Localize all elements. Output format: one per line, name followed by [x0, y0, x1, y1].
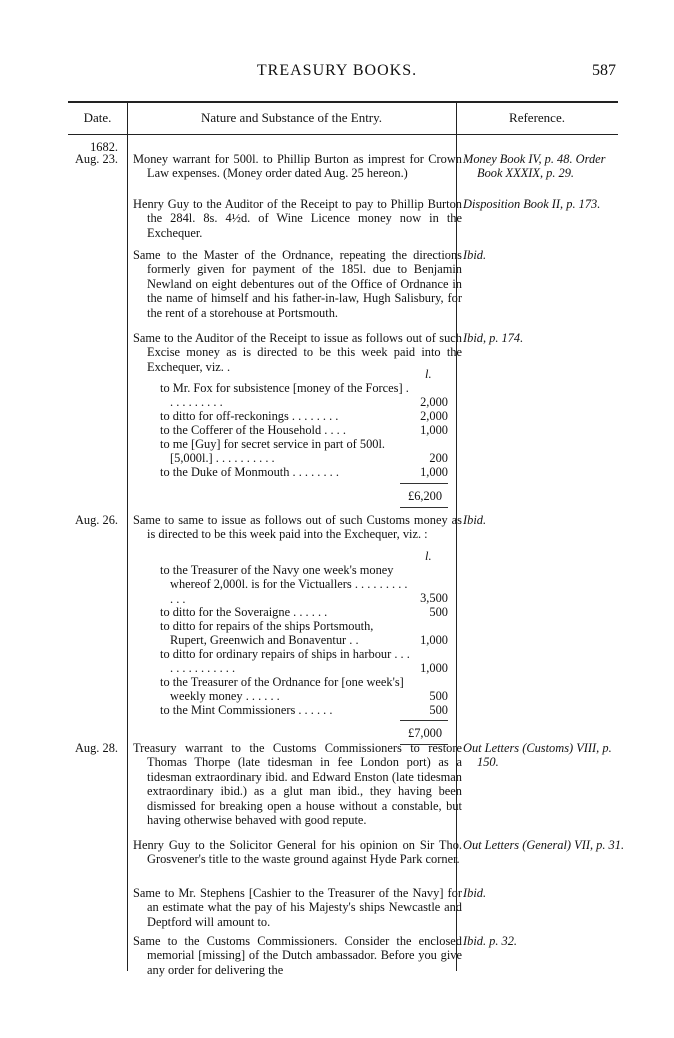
- item-label: to Mr. Fox for subsistence [money of the Forces] . . . . . . . . . .: [160, 381, 409, 410]
- entry-total: £7,000: [408, 726, 443, 740]
- item-amount: 1,000: [420, 465, 448, 479]
- item-label: to the Treasurer of the Ordnance for [one week's] weekly money . . . . . .: [160, 675, 404, 704]
- entry-reference: Ibid.: [463, 248, 487, 262]
- amount-unit: l.: [425, 367, 432, 381]
- item-label: to ditto for ordinary repairs of ships in harbour . . . . . . . . . . . . . .: [160, 647, 410, 676]
- page-number: 587: [592, 62, 616, 79]
- item-label: to the Duke of Monmouth . . . . . . . .: [160, 465, 339, 479]
- page-title: TREASURY BOOKS.: [256, 62, 418, 79]
- entry-reference: Out Letters (General) VII, p. 31.: [463, 838, 625, 852]
- item-label: to ditto for repairs of the ships Portsmouth, Rupert, Greenwich and Bonaventur . .: [160, 619, 374, 648]
- item-amount: 1,000: [420, 423, 448, 437]
- entry-reference: Ibid, p. 174.: [463, 331, 524, 345]
- running-header: [0, 62, 674, 86]
- item-label: to ditto for off-reckonings . . . . . . . .: [160, 409, 339, 423]
- amount-unit: l.: [425, 549, 432, 563]
- item-label: to the Mint Commissioners . . . . . .: [160, 703, 333, 717]
- column-header-date: Date.: [83, 110, 112, 125]
- column-header-reference: Reference.: [509, 110, 565, 125]
- entry-reference: Ibid.: [463, 886, 487, 900]
- total-rule: [400, 507, 448, 508]
- entry-text: Same to the Customs Commissioners. Consider the enclosed memorial [missing] of the Dutch ambassador. Before you give any order for delivering the: [133, 934, 462, 977]
- item-amount: 1,000: [420, 633, 448, 647]
- entry-date: Aug. 26.: [74, 513, 118, 527]
- column-divider-date: [127, 101, 128, 971]
- item-label: to ditto for the Soveraigne . . . . . .: [160, 605, 328, 619]
- column-header-nature: Nature and Substance of the Entry.: [200, 110, 383, 125]
- header-bottom-rule: [68, 134, 618, 135]
- entry-year: 1682.: [90, 140, 118, 154]
- entry-date: Aug. 23.: [74, 152, 118, 166]
- entry-text: Money warrant for 500l. to Phillip Burton as imprest for Crown Law expenses. (Money order dated Aug. 25 hereon.): [133, 152, 462, 181]
- subtotal-rule: [400, 720, 448, 721]
- item-amount: 500: [429, 689, 448, 703]
- item-amount: 500: [429, 703, 448, 717]
- entry-text: Treasury warrant to the Customs Commissioners to restore Thomas Thorpe (late tidesman in fee London port) as a tidesman extraordinary ibid. and Edward Enston (late tidesman extraordinary ibid.) as a glut man ibid., they having been dismissed for breaking open a house without a constable, but having otherwise behaved with good repute.: [133, 741, 462, 828]
- item-amount: 2,000: [420, 409, 448, 423]
- item-amount: 2,000: [420, 395, 448, 409]
- item-label: to the Treasurer of the Navy one week's money whereof 2,000l. is for the Victuallers . . . . . . . . . . . .: [160, 563, 408, 606]
- entry-reference: Money Book IV, p. 48. Order Book XXXIX, p. 29.: [463, 152, 606, 181]
- entry-reference: Ibid. p. 32.: [463, 934, 518, 948]
- entry-reference: Ibid.: [463, 513, 487, 527]
- entry-reference: Out Letters (Customs) VIII, p. 150.: [463, 741, 612, 770]
- entry-text: Henry Guy to the Auditor of the Receipt to pay to Phillip Burton the 284l. 8s. 4½d. of Wine Licence money now in the Exchequer.: [133, 197, 462, 240]
- entry-text: Same to the Master of the Ordnance, repeating the directions formerly given for payment of the 185l. due to Benjamin Newland on eight debentures out of the Office of Ordnance in the name of himself and his father-in-law, Hugh Salisbury, for the rent of a storehouse at Portsmouth.: [133, 248, 462, 320]
- entry-text: Same to the Auditor of the Receipt to issue as follows out of such Excise money as is directed to be this week paid into the Exchequer, viz. .: [133, 331, 462, 374]
- entry-date: Aug. 28.: [74, 741, 118, 755]
- entry-text: Same to same to issue as follows out of such Customs money as is directed to be this week paid into the Exchequer, viz. :: [133, 513, 462, 542]
- table-top-rule: [68, 101, 618, 103]
- entry-total: £6,200: [408, 489, 443, 503]
- entry-text: Henry Guy to the Solicitor General for his opinion on Sir Tho. Grosvener's title to the waste ground against Hyde Park corner.: [133, 838, 462, 867]
- item-label: to the Cofferer of the Household . . . .: [160, 423, 346, 437]
- entry-text: Same to Mr. Stephens [Cashier to the Treasurer of the Navy] for an estimate what the pay of his Majesty's ships Newcastle and Deptford will amount to.: [133, 886, 462, 929]
- item-amount: 1,000: [420, 661, 448, 675]
- item-amount: 500: [429, 605, 448, 619]
- item-amount: 3,500: [420, 591, 448, 605]
- item-label: to me [Guy] for secret service in part of 500l. [5,000l.] . . . . . . . . . .: [160, 437, 386, 466]
- item-amount: 200: [429, 451, 448, 465]
- subtotal-rule: [400, 483, 448, 484]
- entry-reference: Disposition Book II, p. 173.: [463, 197, 601, 211]
